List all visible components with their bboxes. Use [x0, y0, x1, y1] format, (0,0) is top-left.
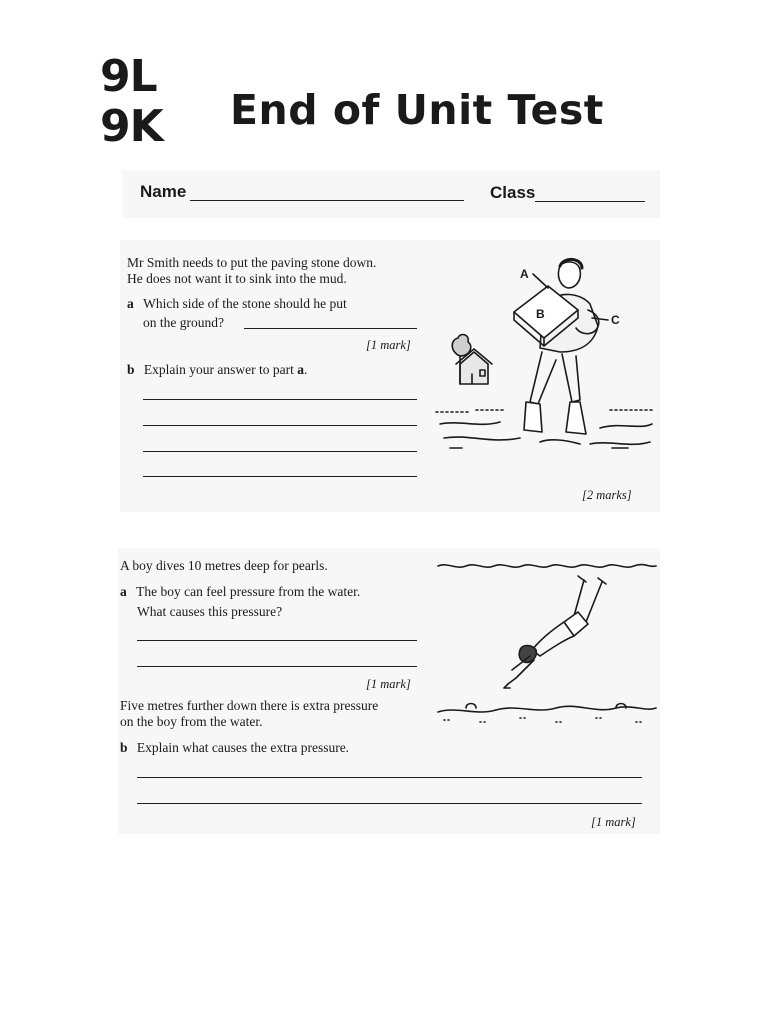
q2b-question: Explain what causes the extra pressure. — [136, 740, 350, 755]
label-c: C — [611, 313, 620, 327]
class-field[interactable] — [535, 201, 645, 202]
q1a-marks: [1 mark] — [366, 338, 411, 352]
q1a-answer-line[interactable] — [244, 328, 417, 329]
diver-illustration — [436, 556, 658, 728]
unit-code-9k: 9K — [100, 101, 163, 152]
q2a-answer-line-1[interactable] — [137, 640, 417, 641]
name-field[interactable] — [190, 200, 464, 201]
q1-intro-line1: Mr Smith needs to put the paving stone down. — [127, 255, 377, 270]
q1a-text-line1 — [127, 295, 347, 312]
page-title: End of Unit Test — [230, 86, 604, 134]
q1b-answer-line-2[interactable] — [143, 425, 417, 426]
q2a-text-line2: What causes this pressure? — [137, 604, 283, 619]
q1a-text-line2: on the ground? — [143, 315, 224, 330]
unit-code-9l: 9L — [100, 51, 157, 102]
unit-code-block — [100, 52, 163, 152]
q1-intro-line2: He does not want it to sink into the mud. — [127, 271, 347, 286]
q2-extra-line2: on the boy from the water. — [120, 714, 263, 729]
q1b-question-prefix: Explain your answer to part — [143, 362, 298, 377]
label-a: A — [520, 267, 529, 281]
man-with-paving-stone-illustration — [430, 252, 660, 462]
q2b-marks: [1 mark] — [591, 815, 636, 829]
q2a-letter: a — [120, 584, 127, 599]
q2a-question: The boy can feel pressure from the water. — [136, 584, 361, 599]
q1b-answer-line-3[interactable] — [143, 451, 417, 452]
q1b-question-suffix: . — [303, 362, 308, 377]
q2a-text-line1 — [120, 583, 360, 600]
q2b-answer-line-2[interactable] — [137, 803, 642, 804]
label-b: B — [536, 307, 545, 321]
name-label: Name — [140, 182, 187, 201]
q2-extra-line1: Five metres further down there is extra pressure — [120, 698, 379, 713]
q1b-question-ref: a — [297, 362, 304, 377]
q1b-text — [127, 361, 307, 378]
q2b-answer-line-1[interactable] — [137, 777, 642, 778]
q2-intro: A boy dives 10 metres deep for pearls. — [120, 558, 328, 573]
q1b-answer-line-4[interactable] — [143, 476, 417, 477]
q1b-letter: b — [127, 362, 135, 377]
q1b-marks: [2 marks] — [582, 488, 632, 502]
q1b-answer-line-1[interactable] — [143, 399, 417, 400]
q2b-text — [120, 739, 349, 756]
student-info-panel — [122, 170, 660, 218]
q1a-letter: a — [127, 296, 134, 311]
q2a-marks: [1 mark] — [366, 677, 411, 691]
q2a-answer-line-2[interactable] — [137, 666, 417, 667]
class-label: Class — [490, 183, 536, 202]
q2b-letter: b — [120, 740, 128, 755]
q1a-question: Which side of the stone should he put — [143, 296, 347, 311]
